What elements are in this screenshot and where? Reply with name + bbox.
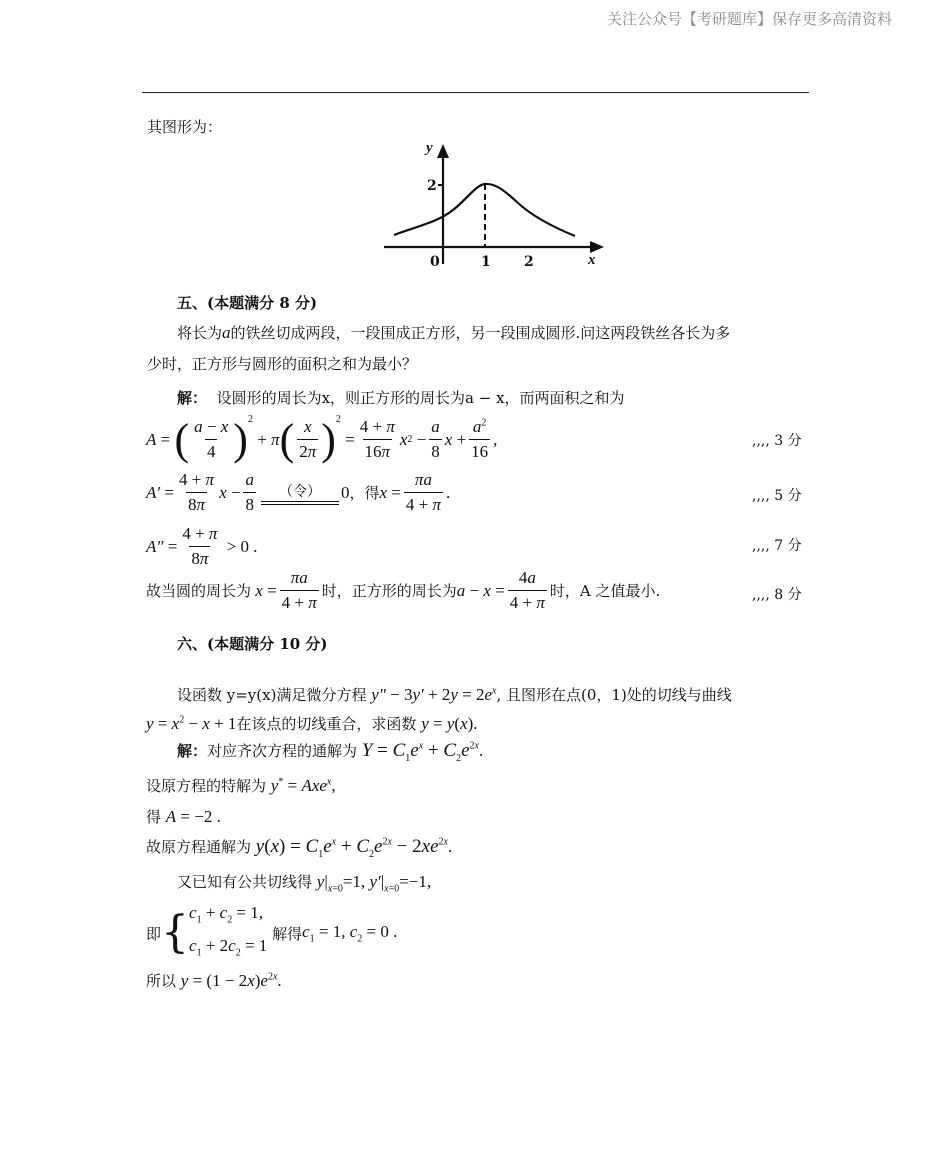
q6-solution-line1: 解：对应齐次方程的通解为 $Y = C_1e^x + C_2e^{2x}$. — [177, 740, 484, 764]
axis-x-label: x — [588, 252, 596, 268]
axis-x-tick-1: 1 — [481, 254, 491, 270]
q6-statement-line2: $y = x^2 - x + 1$在该点的切线重合，求函数 y = y(x). — [146, 714, 478, 733]
axis-y-label: y — [426, 140, 433, 156]
q5-solution-intro: 解： 设圆形的周长为x，则正方形的周长为a − x，而两面积之和为 — [177, 389, 625, 407]
q5-score-1: ,,,, 3 分 — [752, 433, 802, 449]
q6-particular: 设原方程的特解为 y* = Axe$^x$, — [146, 776, 336, 795]
q6-final-answer: 所以 $y = (1 - 2x)e^{2x}$. — [146, 971, 282, 990]
q5-title: 五、(本题满分 8 分) — [177, 294, 318, 312]
q5-score-2: ,,,, 5 分 — [752, 488, 802, 504]
watermark: 关注公众号【考研题库】保存更多高清资料 — [607, 10, 893, 28]
axis-x-tick-0: 0 — [430, 254, 440, 270]
axis-y-tick: 2 — [427, 178, 437, 194]
intro-text: 其图形为： — [147, 118, 223, 136]
header-rule — [142, 92, 809, 93]
q5-score-4: ,,,, 8 分 — [752, 587, 802, 603]
q6-system: 即 { $c_1 + c_2 = 1$, $c_1 + 2c_2 = 1$ 解得 $c_1 = 1$, $c_2 = 0$ . — [146, 903, 398, 959]
condition-label: （令） — [278, 483, 321, 500]
q6-tangent-condition: 又已知有公共切线得 $y|_{x=0}=1$, $y'|_{x=0}=-1$, — [177, 872, 432, 895]
curve-figure — [378, 140, 608, 280]
q5-text-line2: 少时，正方形与圆形的面积之和为最小？ — [147, 355, 418, 373]
eq-area: A = ( $\frac{a - x}{4}$ ) $^2$ + π ( $\frac{x}{2\pi}$ ) $^2$ = $\frac{4 + \pi}{16\pi}$ x 2 − $\frac{a}{8}$ x + $\frac{a^2}{16}$ , — [146, 414, 498, 464]
q6-title: 六、(本题满分 10 分) — [177, 635, 328, 653]
eq-second-derivative: A″ = $\frac{4 + \pi}{8\pi}$ > 0 . — [146, 524, 258, 568]
q5-text-line1: 将长为a的铁丝切成两段，一段围成正方形，另一段围成圆形.问这两段铁丝各长为多 — [177, 323, 731, 342]
q5-conclusion: 故当圆的周长为 x = $\frac{\pi a}{4 + \pi}$ 时，正方形的周长为 a − x = $\frac{4a}{4 + \pi}$ 时，A 之值最小. — [146, 568, 661, 612]
q6-general-solution: 故原方程通解为 $y(x) = C_1e^x + C_2e^{2x} - 2xe^{2x}$. — [146, 836, 453, 860]
q5-score-3: ,,,, 7 分 — [752, 538, 802, 554]
q6-coefficient: 得 A = −2 . — [146, 807, 221, 826]
axis-x-tick-2: 2 — [524, 254, 534, 270]
eq-derivative: A′ = $\frac{4 + \pi}{8\pi}$ x − $\frac{a}{8}$ （令） 0 ，得 x = $\frac{\pi a}{4 + \pi}$ . — [146, 470, 451, 514]
q6-statement-line1: 设函数 y=y(x)满足微分方程 $y'' - 3y' + 2y = 2e^x$, 且图形在点(0，1)处的切线与曲线 — [177, 685, 732, 704]
